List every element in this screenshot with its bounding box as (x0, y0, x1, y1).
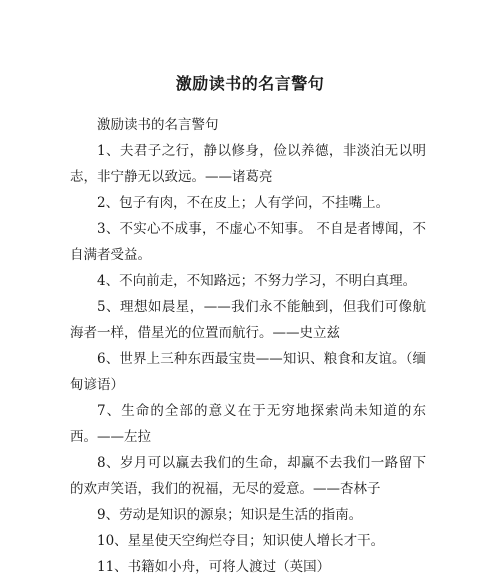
quote-paragraph-9: 9、劳动是知识的源泉；知识是生活的指南。 (97, 507, 363, 523)
quote-paragraph-4: 4、不向前走，不知路远；不努力学习，不明白真理。 (97, 273, 417, 289)
document-title: 激励读书的名言警句 (175, 74, 325, 93)
quote-paragraph-1: 1、夫君子之行，静以修身，俭以养德，非淡泊无以明志，非宁静无以致远。——诸葛亮 (70, 143, 426, 185)
quote-paragraph-10: 10、星星使天空绚烂夺目；知识使人增长才干。 (97, 533, 385, 549)
document-body (70, 112, 426, 580)
quote-paragraph-2: 2、包子有肉，不在皮上；人有学问，不挂嘴上。 (97, 195, 390, 211)
quote-paragraph-8: 8、岁月可以赢去我们的生命，却赢不去我们一路留下的欢声笑语，我们的祝福，无尽的爱意。——杏林子 (70, 455, 426, 497)
quote-paragraph-7: 7、生命的全部的意义在于无穷地探索尚未知道的东西。——左拉 (70, 403, 426, 445)
quote-paragraph-3: 3、不实心不成事，不虚心不知事。 不自是者博闻，不自满者受益。 (70, 221, 426, 263)
quote-paragraph-6: 6、世界上三种东西最宝贵——知识、粮食和友谊。（缅甸谚语） (70, 351, 426, 393)
quote-paragraph-11: 11、书籍如小舟，可将人渡过（英国） (97, 559, 331, 575)
document-subtitle: 激励读书的名言警句 (97, 117, 219, 133)
quote-paragraph-5: 5、理想如晨星，——我们永不能触到，但我们可像航海者一样，借星光的位置而航行。——史立兹 (70, 299, 426, 341)
